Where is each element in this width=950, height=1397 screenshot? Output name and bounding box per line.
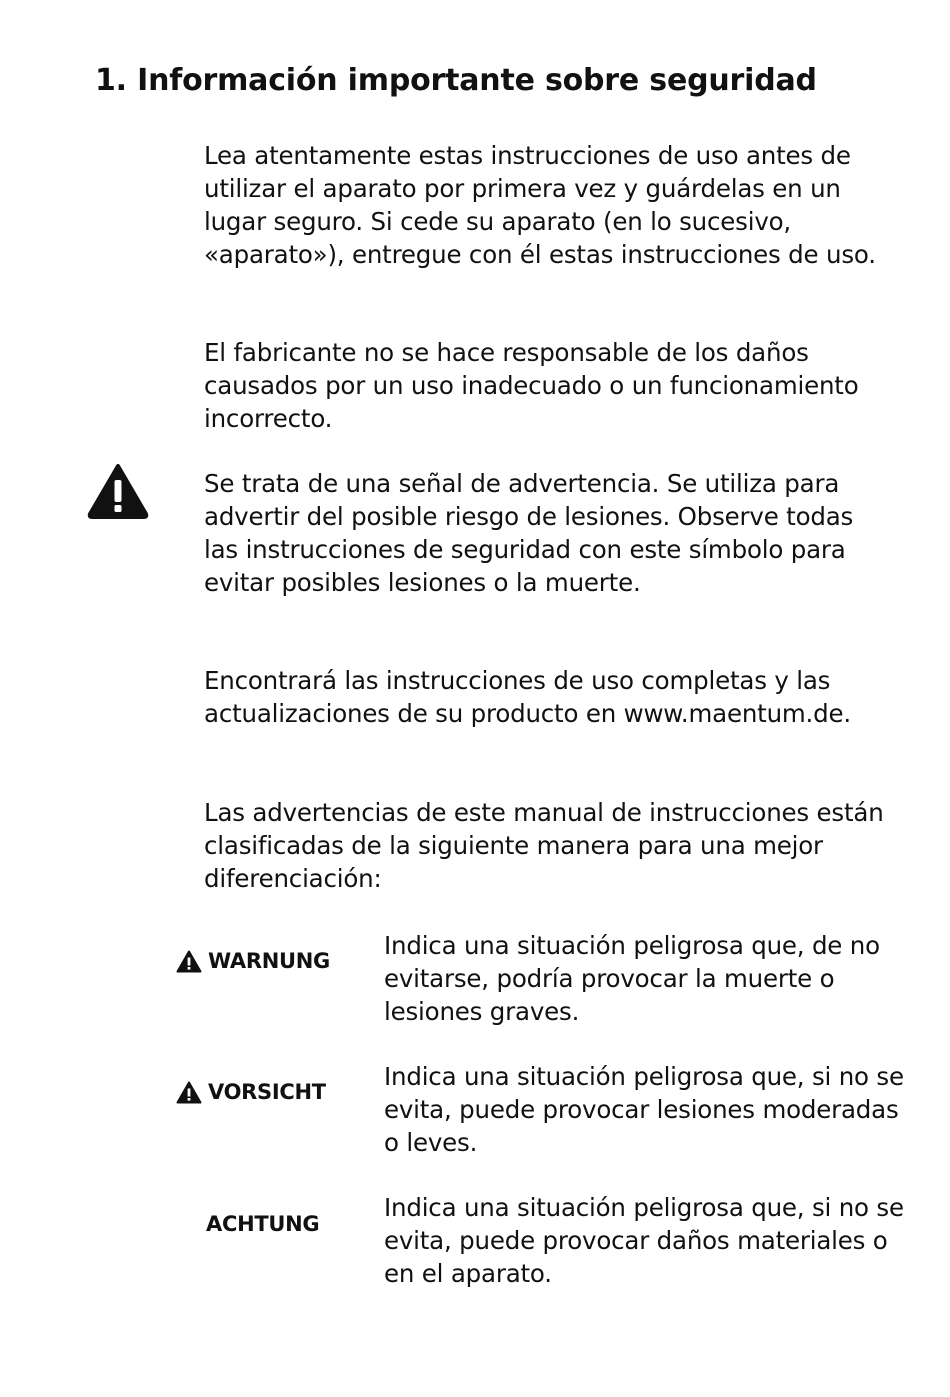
page-title: 1. Información importante sobre seguridad <box>95 63 817 98</box>
hazard-description: Indica una situación peligrosa que, de no evitarse, podría provocar la muerte o lesiones graves. <box>384 931 880 1026</box>
hazard-label-text: WARNUNG <box>208 949 330 973</box>
intro-paragraph: Lea atentamente estas instrucciones de uso antes de utilizar el aparato por primera vez y guárdelas en un lugar seguro. Si cede su aparato (en lo sucesivo, «aparato»), entregue con él estas instrucciones de uso. <box>204 141 876 269</box>
hazard-label-text: ACHTUNG <box>206 1212 320 1236</box>
classification-paragraph: Las advertencias de este manual de instrucciones están clasificadas de la siguiente manera para una mejor diferenciación: <box>204 798 884 893</box>
website-paragraph: Encontrará las instrucciones de uso completas y las actualizaciones de su producto en www.maentum.de. <box>204 666 851 728</box>
warning-triangle-icon <box>176 950 202 973</box>
warning-sign-paragraph: Se trata de una señal de advertencia. Se utiliza para advertir del posible riesgo de lesiones. Observe todas las instrucciones de seguridad con este símbolo para evitar posibles lesiones o la muerte. <box>204 469 854 597</box>
warning-triangle-icon <box>176 1081 202 1104</box>
hazard-description: Indica una situación peligrosa que, si no se evita, puede provocar lesiones moderadas o leves. <box>384 1062 904 1157</box>
liability-paragraph: El fabricante no se hace responsable de los daños causados por un uso inadecuado o un funcionamiento incorrecto. <box>204 338 859 433</box>
hazard-label-warnung <box>176 949 330 973</box>
hazard-label-text: VORSICHT <box>208 1080 326 1104</box>
hazard-label-achtung <box>206 1212 319 1236</box>
warning-triangle-icon <box>86 462 150 520</box>
hazard-description: Indica una situación peligrosa que, si no se evita, puede provocar daños materiales o en el aparato. <box>384 1193 904 1288</box>
hazard-label-vorsicht <box>176 1080 326 1104</box>
